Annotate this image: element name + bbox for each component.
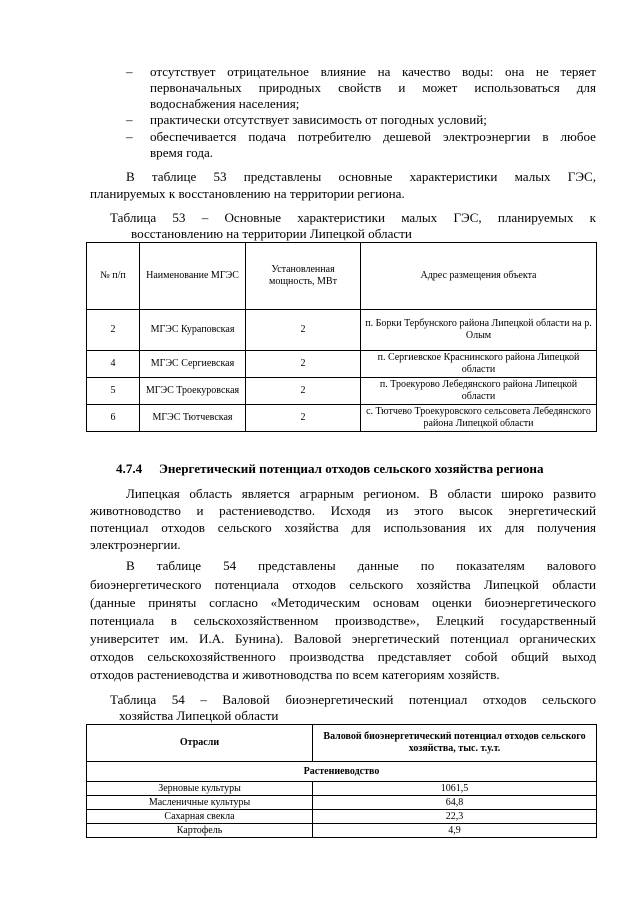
- table-53-caption: Таблица 53 – Основные характеристики малых ГЭС, планируемых к: [110, 210, 596, 225]
- cell-name: МГЭС Троекуровская: [140, 378, 246, 405]
- table-53-caption: восстановлению на территории Липецкой области: [131, 226, 412, 241]
- column-header: № п/п: [87, 243, 140, 310]
- table-row: [87, 405, 597, 432]
- bullet-dash: –: [126, 129, 133, 144]
- paragraph-line: отходов растениеводства и животноводства по всем категориям хозяйств.: [90, 667, 500, 682]
- paragraph-line: университет им. И.А. Бунина). Валовой энергетический потенциал органических: [90, 631, 596, 646]
- bullet-line: время года.: [150, 145, 214, 160]
- bullet-dash: –: [126, 64, 133, 79]
- column-header: Установленная мощность, МВт: [246, 243, 361, 310]
- bullet-line: первоначальных природных свойств и может использоваться для: [150, 80, 596, 95]
- bullet-line: водоснабжения населения;: [150, 96, 300, 111]
- cell-power: 2: [246, 378, 361, 405]
- paragraph-line: отходов сельскохозяйственного производства представляет собой общий выход: [90, 649, 596, 664]
- paragraph-line: животноводство и растениеводство. Исходя из этого высок энергетический: [90, 503, 596, 518]
- table-row: [87, 824, 597, 838]
- cell-power: 2: [246, 405, 361, 432]
- table-row: [87, 782, 597, 796]
- table-row: [87, 810, 597, 824]
- table-53: [86, 242, 597, 432]
- cell-power: 2: [246, 351, 361, 378]
- table-row: [87, 378, 597, 405]
- cell-number: 5: [87, 378, 140, 405]
- paragraph-line: электроэнергии.: [90, 537, 181, 552]
- cell-address: п. Сергиевское Краснинского района Липецкой области: [361, 351, 597, 378]
- paragraph-line: биоэнергетического потенциала отходов сельского хозяйства Липецкой области: [90, 577, 596, 592]
- section-title: Энергетический потенциал отходов сельского хозяйства региона: [159, 461, 544, 476]
- cell-sector: Сахарная свекла: [87, 810, 313, 824]
- cell-value: 4,9: [313, 824, 597, 838]
- cell-name: МГЭС Сергиевская: [140, 351, 246, 378]
- table-54: [86, 724, 597, 838]
- section-number: 4.7.4: [116, 461, 143, 476]
- table-54-caption: хозяйства Липецкой области: [119, 708, 279, 723]
- table-row: [87, 351, 597, 378]
- column-header: Наименование МГЭС: [140, 243, 246, 310]
- cell-address: п. Борки Тербунского района Липецкой области на р. Олым: [361, 310, 597, 351]
- cell-number: 4: [87, 351, 140, 378]
- cell-value: 1061,5: [313, 782, 597, 796]
- cell-address: п. Троекурово Лебедянского района Липецкой области: [361, 378, 597, 405]
- paragraph-line: Липецкая область является аграрным регионом. В области широко развито: [126, 486, 596, 501]
- cell-address: с. Тютчево Троекуровского сельсовета Лебедянского района Липецкой области: [361, 405, 597, 432]
- column-header: Валовой биоэнергетический потенциал отходов сельского хозяйства, тыс. т.у.т.: [313, 725, 597, 762]
- table-row: [87, 310, 597, 351]
- paragraph-line: В таблице 53 представлены основные характеристики малых ГЭС,: [126, 169, 596, 184]
- cell-sector: Масленичные культуры: [87, 796, 313, 810]
- table-54-caption: Таблица 54 – Валовой биоэнергетический потенциал отходов сельского: [110, 692, 596, 707]
- table-row: [87, 796, 597, 810]
- paragraph-line: потенциала в сельскохозяйственном производстве», Елецкий государственный: [90, 613, 596, 628]
- cell-sector: Зерновые культуры: [87, 782, 313, 796]
- bullet-line: практически отсутствует зависимость от погодных условий;: [150, 112, 487, 127]
- cell-power: 2: [246, 310, 361, 351]
- table-group-row: [87, 762, 597, 782]
- column-header: Отрасли: [87, 725, 313, 762]
- cell-name: МГЭС Кураповская: [140, 310, 246, 351]
- cell-sector: Картофель: [87, 824, 313, 838]
- paragraph-line: планируемых к восстановлению на территории региона.: [90, 186, 405, 201]
- cell-value: 64,8: [313, 796, 597, 810]
- paragraph-line: (данные приняты согласно «Методическим основам оценки биоэнергетического: [90, 595, 596, 610]
- table-header-row: [87, 243, 597, 310]
- table-header-row: [87, 725, 597, 762]
- paragraph-line: потенциал отходов сельского хозяйства для использования их для получения: [90, 520, 596, 535]
- column-header: Адрес размещения объекта: [361, 243, 597, 310]
- cell-value: 22,3: [313, 810, 597, 824]
- bullet-dash: –: [126, 112, 133, 127]
- cell-number: 6: [87, 405, 140, 432]
- cell-number: 2: [87, 310, 140, 351]
- group-header: Растениеводство: [87, 762, 597, 782]
- bullet-line: обеспечивается подача потребителю дешевой электроэнергии в любое: [150, 129, 596, 144]
- paragraph-line: В таблице 54 представлены данные по показателям валового: [126, 558, 596, 573]
- bullet-line: отсутствует отрицательное влияние на качество воды: она не теряет: [150, 64, 596, 79]
- cell-name: МГЭС Тютчевская: [140, 405, 246, 432]
